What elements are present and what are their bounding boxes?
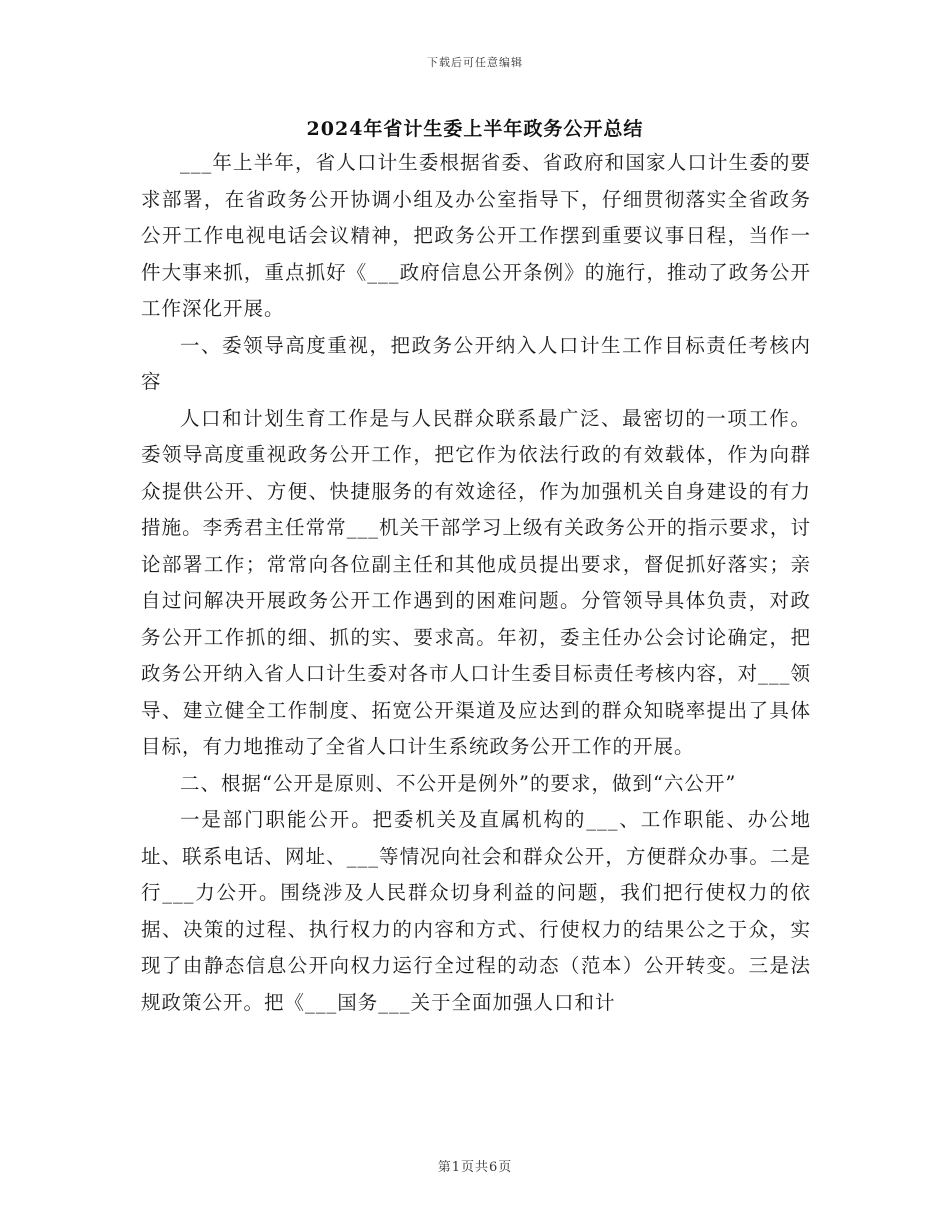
document-body: [141, 145, 811, 1021]
paragraph-section-2: 一是部门职能公开。把委机关及直属机构的___、工作职能、办公地址、联系电话、网址、___等情况向社会和群众公开，方便群众办事。二是行___力公开。围绕涉及人民群众切身利益的问题，我们把行使权力的依据、决策的过程、执行权力的内容和方式、行使权力的结果公之于众，实现了由静态信息公开向权力运行全过程的动态（范本）公开转变。三是法规政策公开。把《___国务___关于全面加强人口和计: [141, 808, 811, 1014]
section-heading-2: 二、根据“公开是原则、不公开是例外”的要求，做到“六公开”: [180, 771, 737, 795]
paragraph-intro: ___年上半年，省人口计生委根据省委、省政府和国家人口计生委的要求部署，在省政务公开协调小组及办公室指导下，仔细贯彻落实全省政务公开工作电视电话会议精神，把政务公开工作摆到重要议事日程，当作一件大事来抓，重点抓好《___政府信息公开条例》的施行，推动了政务公开工作深化开展。: [141, 151, 811, 320]
page-footer-page-number: 第1页共6页: [437, 1160, 513, 1175]
section-heading-1: 一、委领导高度重视，把政务公开纳入人口计生工作目标责任考核内容: [141, 333, 811, 393]
paragraph-section-1: 人口和计划生育工作是与人民群众联系最广泛、最密切的一项工作。委领导高度重视政务公开工作，把它作为依法行政的有效载体，作为向群众提供公开、方便、快捷服务的有效途径，作为加强机关自身建设的有力措施。李秀君主任常常___机关干部学习上级有关政务公开的指示要求，讨论部署工作；常常向各位副主任和其他成员提出要求，督促抓好落实；亲自过问解决开展政务公开工作遇到的困难问题。分管领导具体负责，对政务公开工作抓的细、抓的实、要求高。年初，委主任办公会讨论确定，把政务公开纳入省人口计生委对各市人口计生委目标责任考核内容，对___领导、建立健全工作制度、拓宽公开渠道及应达到的群众知晓率提出了具体目标，有力地推动了全省人口计生系统政务公开工作的开展。: [141, 406, 811, 758]
page-header-note: 下载后可任意编辑: [427, 56, 523, 69]
document-title: 2024年省计生委上半年政务公开总结: [306, 118, 644, 140]
